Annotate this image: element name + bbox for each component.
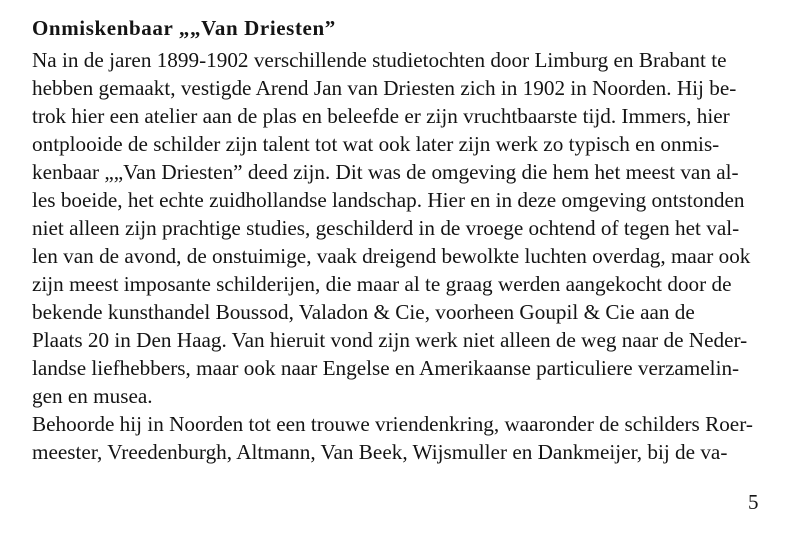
section-heading: Onmiskenbaar „„Van Driesten” (32, 16, 336, 40)
body-line-2: hebben gemaakt, vestigde Arend Jan van Driesten zich in 1902 in Noorden. Hij be- (32, 76, 737, 100)
page-number: 5 (748, 490, 759, 514)
body-line-10: bekende kunsthandel Boussod, Valadon & Cie, voorheen Goupil & Cie aan de (32, 300, 695, 324)
body-line-7: niet alleen zijn prachtige studies, geschilderd in de vroege ochtend of tegen het val- (32, 216, 740, 240)
body-line-4: ontplooide de schilder zijn talent tot wat ook later zijn werk zo typisch en onmis- (32, 132, 720, 156)
body-line-13: gen en musea. (32, 384, 153, 408)
body-line-5: kenbaar „„Van Driesten” deed zijn. Dit was de omgeving die hem het meest van al- (32, 160, 739, 184)
body-line-11: Plaats 20 in Den Haag. Van hieruit vond zijn werk niet alleen de weg naar de Neder- (32, 328, 748, 352)
body-line-15: meester, Vreedenburgh, Altmann, Van Beek, Wijsmuller en Dankmeijer, bij de va- (32, 440, 728, 464)
body-line-6: les boeide, het echte zuidhollandse landschap. Hier en in deze omgeving ontstonden (32, 188, 745, 212)
body-line-12: landse liefhebbers, maar ook naar Engelse en Amerikaanse particuliere verzamelin- (32, 356, 740, 380)
body-line-1: Na in de jaren 1899-1902 verschillende studietochten door Limburg en Brabant te (32, 48, 727, 72)
body-line-3: trok hier een atelier aan de plas en beleefde er zijn vruchtbaarste tijd. Immers, hier (32, 104, 730, 128)
body-line-8: len van de avond, de onstuimige, vaak dreigend bewolkte luchten overdag, maar ook (32, 244, 751, 268)
body-line-14: Behoorde hij in Noorden tot een trouwe vriendenkring, waaronder de schilders Roer- (32, 412, 753, 436)
body-line-9: zijn meest imposante schilderijen, die maar al te graag werden aangekocht door de (32, 272, 732, 296)
